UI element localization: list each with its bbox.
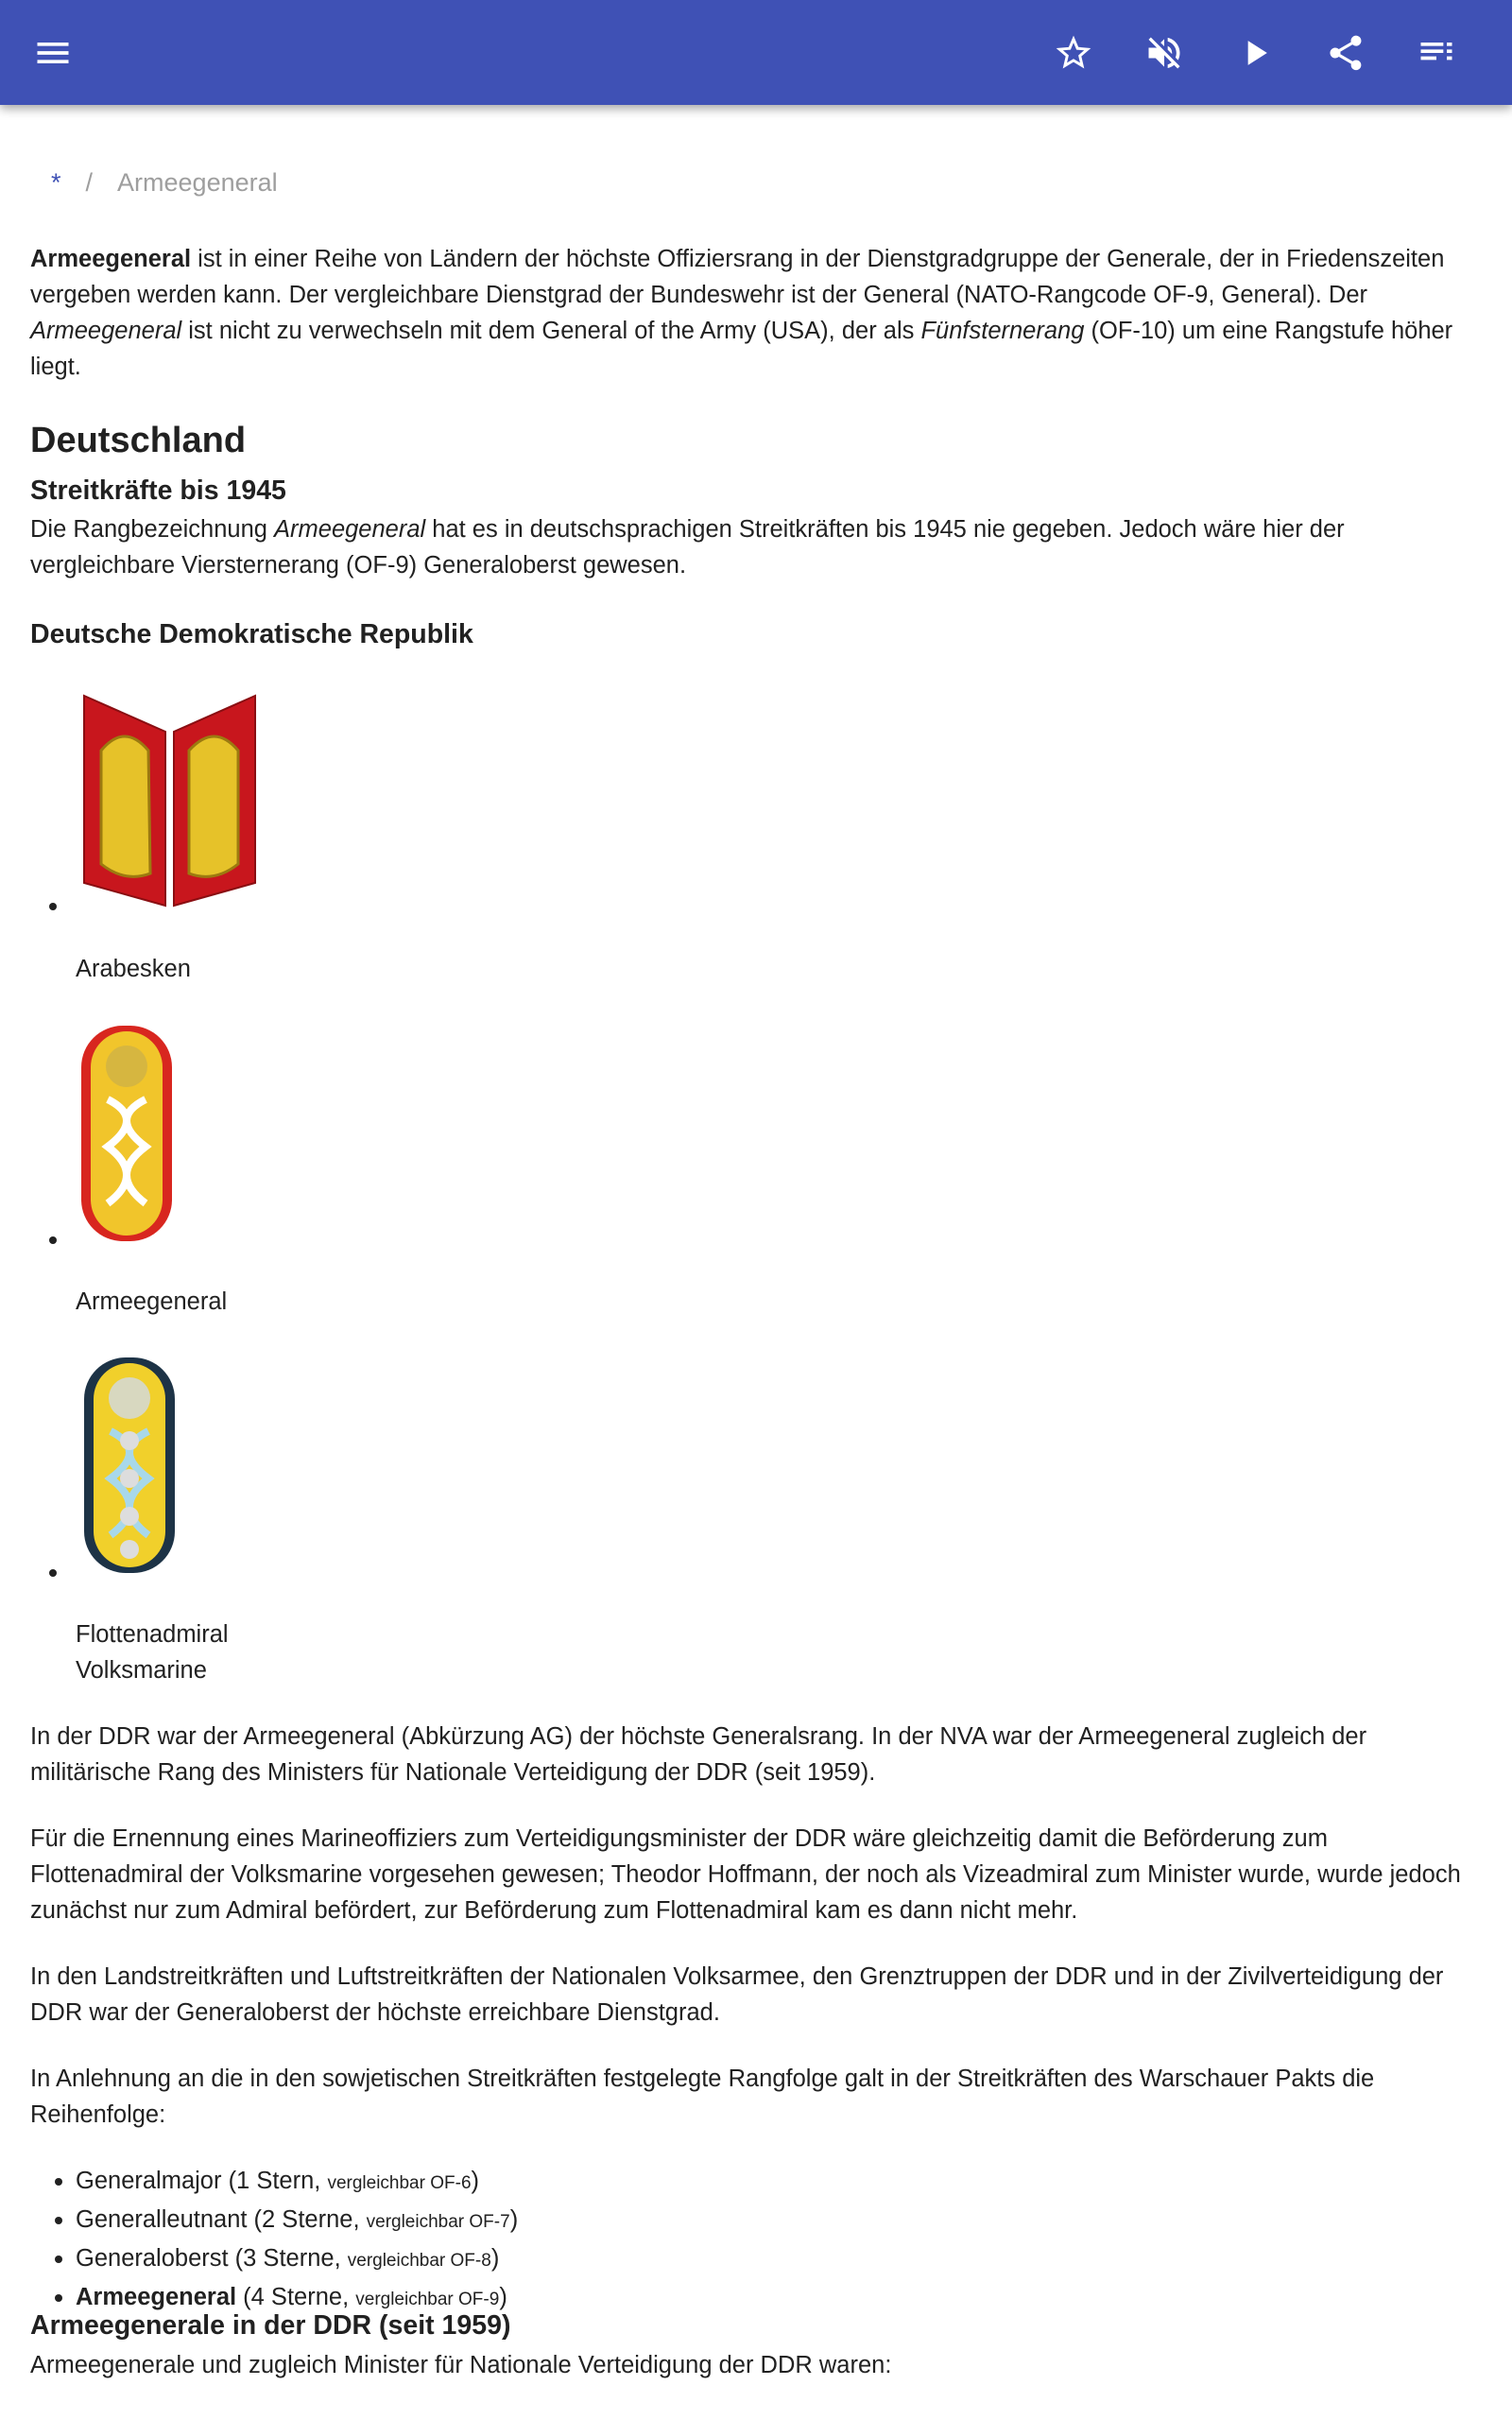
bullet [49,903,57,910]
rank-comparison: vergleichbar OF-9 [355,2290,500,2309]
breadcrumb-separator: / [85,168,94,197]
text: hat es in deutschsprachigen Streitkräften bis 1945 nie gegeben. Jedoch wäre hier der vergleichbare Viersternerang (OF-9) Generaloberst gewesen. [30,516,1345,579]
playlist-icon[interactable] [1412,28,1461,78]
intro-italic: Armeegeneral [30,318,182,344]
rank-name: Generaloberst [76,2245,229,2272]
caption-flottenadmiral [76,1616,229,1688]
paren: ) [509,2206,519,2233]
intro-text: ist nicht zu verwechseln mit dem General of the Army (USA), der als [181,318,921,344]
app-bar [0,0,1512,105]
paren: ) [471,2168,480,2194]
rank-name: Armeegeneral [76,2284,237,2310]
paragraph: Für die Ernennung eines Marineoffiziers zum Verteidigungsminister der DDR wäre gleichzeitig damit die Beförderung zum Flottenadmiral der Volksmarine vorgesehen gewesen; Theodor Hoffmann, der noch als Vizeadmiral zum Minister wurde, wurde jedoch zunächst nur zum Admiral befördert, zur Beförderung zum Flottenadmiral kam es dann nicht mehr. [30,1825,1461,1924]
rank-comparison: vergleichbar OF-6 [327,2173,472,2193]
paragraph: Armeegenerale und zugleich Minister für Nationale Verteidigung der DDR waren: [30,2352,892,2378]
breadcrumb-home[interactable]: * [51,168,61,197]
menu-icon[interactable] [28,28,77,78]
list-item [55,2240,518,2279]
bullet [49,1236,57,1244]
paragraph: In der DDR war der Armeegeneral (Abkürzung AG) der höchste Generalsrang. In der NVA war der Armeegeneral zugleich der militärische Rang des Ministers für Nationale Verteidigung der DDR (seit 1959). [30,1723,1367,1786]
breadcrumb [51,168,278,198]
intro-italic: Fünfsternerang [920,318,1085,344]
list-item [55,2202,518,2240]
text: Die Rangbezeichnung [30,516,275,543]
italic-text: Armeegeneral [274,516,426,543]
play-icon[interactable] [1230,28,1280,78]
intro-text: (OF-10) um eine Rangstufe höher liegt. [30,318,1453,380]
rank-stars: (4 Sterne, [236,2284,356,2310]
flottenadmiral-shoulder-board-image[interactable] [82,1356,177,1575]
paren: ) [490,2245,500,2272]
intro-bold: Armeegeneral [30,246,192,272]
caption-armeegeneral: Armeegeneral [76,1288,228,1315]
bullet [49,1569,57,1577]
caption-arabesken: Arabesken [76,956,191,982]
paren: ) [499,2284,507,2310]
caption-line: Volksmarine [76,1657,207,1684]
rank-comparison: vergleichbar OF-8 [347,2251,491,2271]
paragraph: In den Landstreitkräften und Luftstreitkräften der Nationalen Volksarmee, den Grenztruppen der DDR und in der Zivilverteidigung der DDR war der Generaloberst der höchste erreichbare Dienstgrad. [30,1963,1444,2026]
heading-armeegenerale-ddr: Armeegenerale in der DDR (seit 1959) [30,2310,511,2341]
armeegeneral-shoulder-board-image[interactable] [79,1024,174,1243]
paragraph: In Anlehnung an die in den sowjetischen Streitkräften festgelegte Rangfolge galt in der Streitkräften des Warschauer Pakts die Reihenfolge: [30,2066,1375,2128]
heading-streitkraefte: Streitkräfte bis 1945 [30,475,286,506]
heading-deutschland: Deutschland [30,421,247,460]
intro-text: ist in einer Reihe von Ländern der höchste Offiziersrang in der Dienstgradgruppe der Generale, der in Friedenszeiten vergeben werden kann. Der vergleichbare Dienstgrad der Bundeswehr ist der General (NATO-Rangcode OF-9, General). Der [30,246,1445,308]
rank-comparison: vergleichbar OF-7 [366,2212,510,2232]
breadcrumb-current: Armeegeneral [117,168,278,197]
rank-stars: (3 Sterne, [228,2245,348,2272]
rank-list [55,2163,518,2318]
volume-off-icon[interactable] [1140,28,1189,78]
caption-line: Flottenadmiral [76,1621,229,1648]
arabesken-image[interactable] [82,694,257,908]
rank-name: Generalleutnant [76,2206,248,2233]
list-item [55,2163,518,2202]
intro-paragraph [30,241,1486,385]
share-icon[interactable] [1321,28,1370,78]
paragraph-streitkraefte [30,511,1486,583]
heading-ddr: Deutsche Demokratische Republik [30,619,473,649]
rank-name: Generalmajor [76,2168,222,2194]
rank-stars: (2 Sterne, [247,2206,367,2233]
rank-stars: (1 Stern, [221,2168,328,2194]
star-icon[interactable] [1049,28,1098,78]
